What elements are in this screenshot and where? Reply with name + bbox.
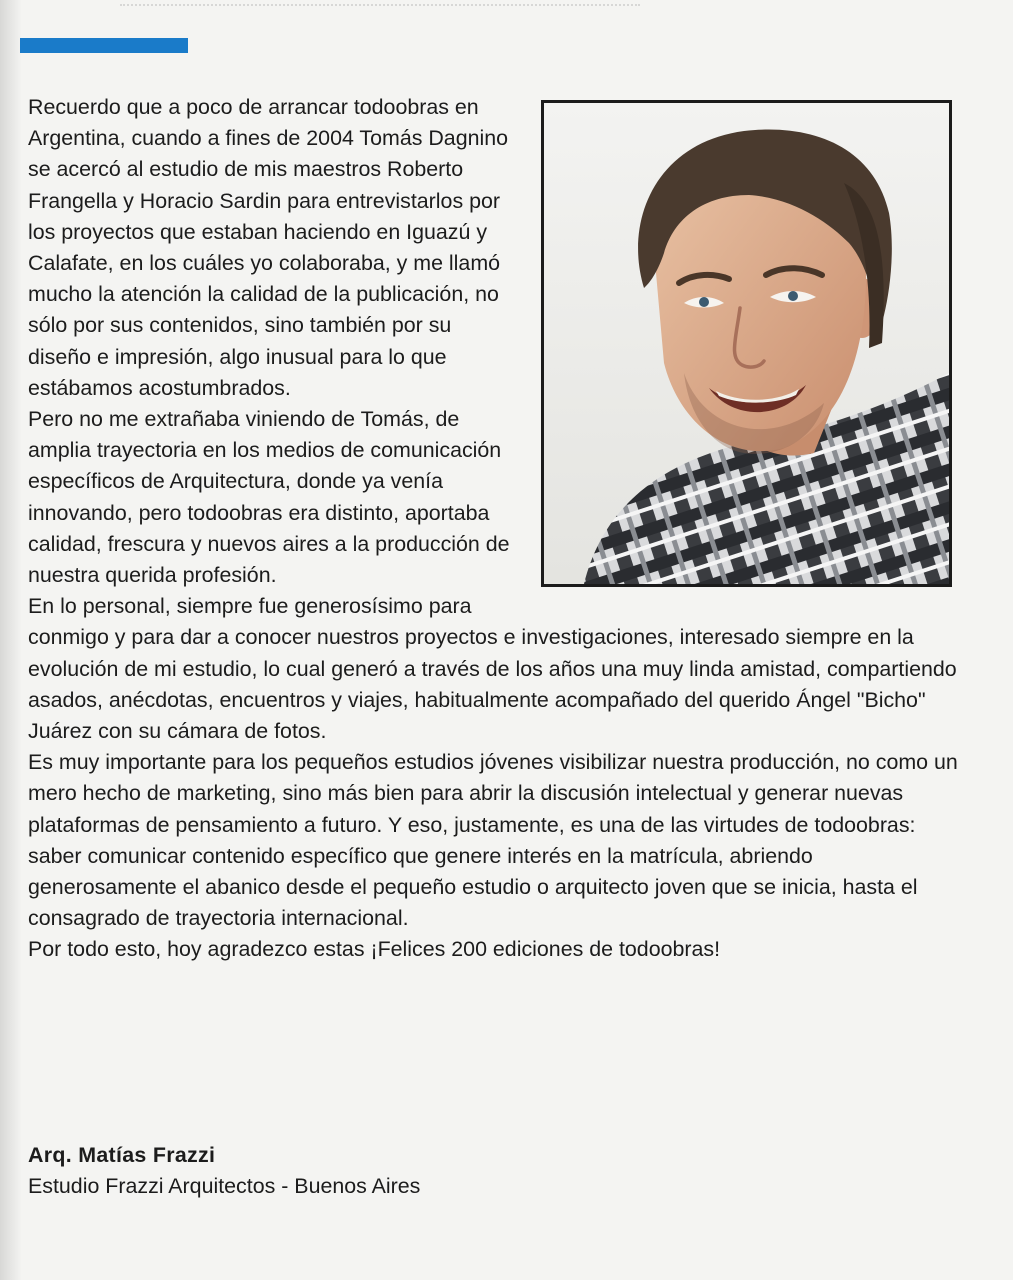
author-portrait-photo [541, 100, 952, 587]
paragraph-3: En lo personal, siempre fue generosísimo para conmigo y para dar a conocer nuestros proyectos e investigaciones, interesado siempre en la evolución de mi estudio, lo cual generó a través de los años una muy linda amistad, compartiendo asados, anécdotas, encuentros y viajes, habitualmente acompañado del querido Ángel "Bicho" Juárez con su cámara de fotos. [28, 594, 957, 744]
portrait-illustration [544, 103, 949, 584]
paragraph-1: Recuerdo que a poco de arrancar todoobras en Argentina, cuando a fines de 2004 Tomás Dagnino se acercó al estudio de mis maestros Roberto Frangella y Horacio Sardin para entrevistarlos por los proyectos que estaban haciendo en Iguazú y Calafate, en los cuáles yo colaboraba, y me llamó mucho la atención la calidad de la publicación, no sólo por sus contenidos, sino también por su diseño e impresión, algo inusual para lo que estábamos acostumbrados. [28, 95, 509, 400]
paragraph-4: Es muy importante para los pequeños estudios jóvenes visibilizar nuestra producción, no como un mero hecho de marketing, sino más bien para abrir la discusión intelectual y generar nuevas plataformas de pensamiento a futuro. Y eso, justamente, es una de las virtudes de todoobras: saber comunicar contenido específico que genere interés en la matrícula, abriendo generosamente el abanico desde el pequeño estudio o arquitecto joven que se inicia, hasta el consagrado de trayectoria internacional. [28, 750, 958, 931]
author-signature [28, 1140, 420, 1202]
paragraph-5: Por todo esto, hoy agradezco estas ¡Felices 200 ediciones de todoobras! [28, 937, 721, 962]
page-gutter-shadow [0, 0, 22, 1280]
author-affiliation: Estudio Frazzi Arquitectos - Buenos Aires [28, 1174, 421, 1198]
author-name: Arq. Matías Frazzi [28, 1143, 216, 1167]
paragraph-2: Pero no me extrañaba viniendo de Tomás, de amplia trayectoria en los medios de comunicación específicos de Arquitectura, donde ya venía innovando, pero todoobras era distinto, aportaba calidad, frescura y nuevos aires a la producción de nuestra querida profesión. [28, 407, 510, 588]
cropped-heading-fragment [120, 0, 640, 6]
section-accent-bar [20, 38, 188, 53]
article-body [28, 92, 958, 966]
